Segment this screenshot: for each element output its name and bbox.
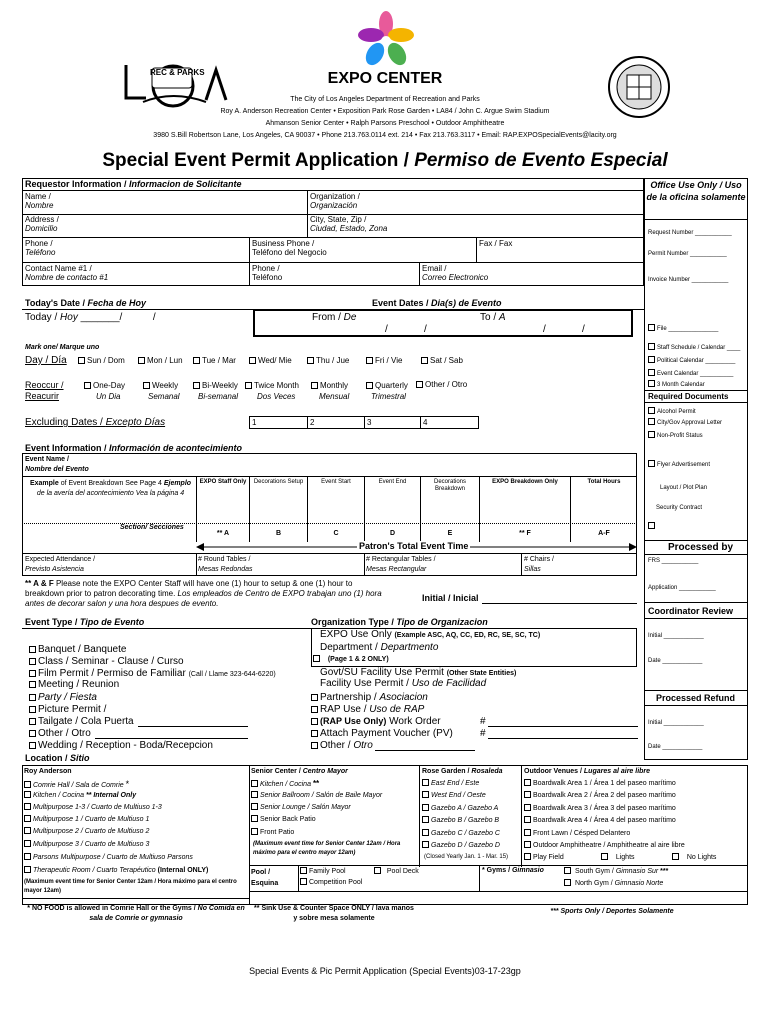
letter-f: ** F [519,530,531,537]
invoice-number: Invoice Number ___________ [648,277,729,283]
loc-front-lawn[interactable]: Front Lawn / Césped Delantero [524,829,630,838]
event-type-heading: Event Type / Tipo de Evento [25,617,145,627]
initial2-field: Initial ____________ [648,720,704,726]
phone2-field[interactable]: Phone / Teléfono [252,264,283,283]
loc-pool-deck[interactable]: Pool Deck [374,867,419,876]
org-field[interactable]: Organization / Organización [310,192,360,211]
ot-attach[interactable]: Attach Payment Voucher (PV) [311,728,453,740]
loc-east-end[interactable]: East End / Este [422,779,479,788]
loc-south-gym[interactable]: South Gym / Gimnasio Sur *** [564,867,668,876]
ot-page-note[interactable]: (Page 1 & 2 ONLY) [313,655,389,664]
day-mon[interactable]: Mon / Lun [138,356,183,365]
letter-c: C [333,530,339,537]
required-docs: Required Documents [648,392,729,401]
section-label: Section/ Secciones [120,524,184,531]
rect-tables-field[interactable]: # Rectangular Tables / Mesas Rectangular [366,556,436,573]
loc-bw1[interactable]: Boardwalk Area 1 / Área 1 del paseo marítimo [524,779,676,788]
round-tables-field[interactable]: # Round Tables / Mesas Redondas [198,556,253,573]
loc-sc-kitchen[interactable]: Kitchen / Cocina ** [251,779,319,789]
flower-logo-icon [355,10,417,72]
email-field[interactable]: Email / Correo Electronico [422,264,489,283]
ot-rap[interactable]: RAP Use / Uso de RAP [311,704,424,716]
extra-check[interactable] [648,522,657,531]
expo-title: EXPO CENTER [327,70,443,87]
et-film[interactable]: Film Permit / Permiso de Familiar (Call / Llame 323-644-6220) [29,668,276,680]
loc-north-gym[interactable]: North Gym / Gimnasio Norte [564,879,663,888]
outdoor-label: Outdoor Venues / Lugares al aire libre [524,768,651,775]
loc-parsons[interactable]: Parsons Multipurpose / Cuarto de Multiuso Parsons [24,853,193,862]
loc-therapeutic[interactable]: Therapeutic Room / Cuarto Terapéutico (Internal ONLY) [24,866,208,875]
et-banquet[interactable]: Banquet / Banquete [29,644,126,656]
breakdown-example: Example of Event Breakdown See Page 4 Ejemplo de la avería del acontecimiento Vea la página 4 [29,480,192,497]
initial-label: Initial / Inicial [422,593,479,603]
rec-twice[interactable]: Twice Month Dos Veces [245,380,299,402]
loc-bw2[interactable]: Boardwalk Area 2 / Área 2 del paseo marítimo [524,791,676,800]
logo-text: REC & PARKS [150,68,205,77]
pv-hash: # [480,728,486,739]
coordinator-review: Coordinator Review [648,606,734,616]
loc-play-field[interactable]: Play Field [524,853,564,862]
staff-schedule-check[interactable]: Staff Schedule / Calendar ____ [648,343,740,352]
roy-label: Roy Anderson [24,768,72,775]
processed-by: Processed by [668,542,734,553]
et-picture[interactable]: Picture Permit / [29,704,106,716]
letter-af: A-F [598,530,610,537]
ot-expo-use: EXPO Use Only (Example ASC, AQ, CC, ED, RC, SE, SC, TC) [320,629,541,640]
file-check[interactable]: File _______________ [648,324,718,333]
header-sub3: Ahmanson Senior Center • Ralph Parsons Preschool • Outdoor Amphitheatre [265,120,505,127]
loc-gazebo-d[interactable]: Gazebo D / Gazebo D [422,841,500,850]
attendance-field[interactable]: Expected Attendance / Previsto Asistencia [25,556,96,573]
date-field: Date ____________ [648,658,703,664]
day-tue[interactable]: Tue / Mar [193,356,236,365]
footer-text: Special Events & Pic Permit Application (Special Events)03-17-23gp [249,966,521,976]
rec-quarterly[interactable]: Quarterly Trimestral [366,380,408,402]
name-field[interactable]: Name / Nombre [25,192,54,211]
contact-field[interactable]: Contact Name #1 / Nombre de contacto #1 [25,264,109,283]
ex-cell-3: 3 [367,418,372,427]
loc-gazebo-a[interactable]: Gazebo A / Gazebo A [422,804,498,813]
event-dates-label: Event Dates / Dia(s) de Evento [372,298,502,308]
processed-refund: Processed Refund [656,693,736,703]
ex-cell-4: 4 [423,418,428,427]
rose-label: Rose Garden / Rosaleda [422,768,503,775]
loc-mp1[interactable]: Multipurpose 1 / Cuarto de Multiuso 1 [24,815,149,824]
loc-mp2[interactable]: Multipurpose 2 / Cuarto de Multiuso 2 [24,827,149,836]
loc-family-pool[interactable]: Family Pool [300,867,346,876]
rec-oneday[interactable]: One-Day Un Dia [84,380,125,402]
from-slash2: / [424,324,427,335]
city-gov-check[interactable]: City/Gov Approval Letter [648,418,722,427]
loc-competition-pool[interactable]: Competition Pool [300,878,362,887]
three-month-check[interactable]: 3 Month Calendar [648,380,705,389]
mark-one: Mark one/ Marque uno [25,344,100,351]
loc-kitchen[interactable]: Kitchen / Cocina ** Internal Only [24,791,136,800]
col-event-end: Event End [378,479,407,485]
to-slash2: / [582,324,585,335]
location-heading: Location / Sitio [25,753,90,763]
loc-mp3[interactable]: Multipurpose 3 / Cuarto de Multiuso 3 [24,840,149,849]
political-check[interactable]: Political Calendar _________ [648,356,735,365]
loc-ballroom[interactable]: Senior Ballroom / Salón de Baile Mayor [251,791,382,800]
rose-closed: (Closed Yearly Jan. 1 - Mar. 15) [424,854,509,860]
security-label: Security Contract [656,505,703,511]
ot-department: Department / Departmento [320,642,439,653]
initial-field: Initial ____________ [648,633,704,639]
day-thu[interactable]: Thu / Jue [307,356,349,365]
ex-cell-2: 2 [310,418,315,427]
day-wed[interactable]: Wed/ Mie [249,356,292,365]
et-other[interactable]: Other / Otro [29,728,91,740]
page-title: Special Event Permit Application / Permiso de Evento Especial [102,150,668,171]
day-label: Day / Día [25,355,67,366]
col-total-hours: Total Hours [587,479,621,485]
date2-field: Date ____________ [648,744,703,750]
no-food-note: * NO FOOD is allowed in Comrie Hall or the Gyms / No Comida en sala de Comrie or gymnasio [27,905,245,922]
col-decorations-setup: Decorations Setup [253,479,304,485]
col-event-start: Event Start [321,479,351,485]
loc-lounge[interactable]: Senior Lounge / Salón Mayor [251,803,351,812]
rec-biweekly[interactable]: Bi-Weekly Bi-semanal [193,380,238,402]
roy-max-note: (Maximum event time for Senior Center 12am / Hora máximo para el centro mayor 12am) [24,879,237,894]
loc-bw3[interactable]: Boardwalk Area 3 / Área 3 del paseo marítimo [524,804,676,813]
af-note: ** A & F Please note the EXPO Center Staff will have one (1) hour to setup & one (1) hour to breakdown prior to patron decorating time. Los empleados de Centro de EXPO trabajan uno (1) hora antes de decorar salon y una hora despues de evento. [25,579,382,608]
et-meeting[interactable]: Meeting / Reunion [29,679,119,691]
to-slash1: / [543,324,546,335]
senior-label: Senior Center / Centro Mayor [251,768,348,775]
loc-lights[interactable]: Lights [601,853,635,862]
ot-other[interactable]: Other / Otro [311,740,373,752]
business-phone-field[interactable]: Business Phone / Teléfono del Negocio [252,239,327,258]
header-sub1: The City of Los Angeles Department of Recreation and Parks [290,96,480,103]
col-expo-breakdown: EXPO Breakdown Only [492,479,558,485]
letter-e: E [447,530,453,537]
loc-amphitheatre[interactable]: Outdoor Amphitheatre / Amphitheatre al aire libre [524,841,685,850]
event-dates-box[interactable] [253,309,633,337]
senior-max-note: (Maximum event time for Senior Center 12am / Hora máximo para el centro mayor 12am) [253,841,401,856]
today-label: Today's Date / Fecha de Hoy [25,298,147,308]
col-decorations-breakdown: Decorations Breakdown [433,479,466,492]
from-label: From / De [312,312,357,323]
header-sub4: 3980 S.Bill Robertson Lane, Los Angeles, CA 90037 • Phone 213.763.0114 ext. 214 • Fax 213.763.3117 • Email: RAP.EXPOSpecialEvents@lacity.org [153,132,617,139]
application-field: Application ___________ [648,585,716,591]
chairs-field[interactable]: # Chairs / Sillas [524,556,554,573]
col-expo-staff: EXPO Staff Only [199,479,247,485]
layout-label: Layout / Plot Plan [660,485,708,491]
from-slash1: / [385,324,388,335]
loc-gazebo-c[interactable]: Gazebo C / Gazebo C [422,829,500,838]
gyms-label: * Gyms / Gimnasio [482,867,544,874]
flyer-check[interactable]: Flyer Advertisement [648,460,710,469]
et-wedding[interactable]: Wedding / Reception - Boda/Recepcion [29,740,213,752]
ot-facility: Facility Use Permit / Uso de Facilidad [320,678,487,689]
pool-label: Pool / Esquina [251,869,279,887]
address-field[interactable]: Address / Domicilio [25,215,59,234]
loc-back-patio[interactable]: Senior Back Patio [251,815,316,824]
loc-no-lights[interactable]: No Lights [672,853,716,862]
today-field[interactable]: Today / Hoy _______/ / [25,312,156,323]
phone-field[interactable]: Phone / Teléfono [25,239,56,258]
event-calendar-check[interactable]: Event Calendar __________ [648,369,733,378]
office-title: Office Use Only / Uso de la oficina solamente [646,180,746,202]
ot-partnership[interactable]: Partnership / Asociacion [311,692,428,704]
rec-other[interactable]: Other / Otro [416,380,467,389]
loc-front-patio[interactable]: Front Patio [251,828,294,837]
loc-west-end[interactable]: West End / Oeste [422,791,486,800]
letter-a: ** A [216,530,230,537]
org-type-heading: Organization Type / Tipo de Organizacion [311,617,488,627]
city-field[interactable]: City, State, Zip / Ciudad, Estado, Zona [310,215,388,234]
patrons-total: Patron's Total Event Time [359,541,469,551]
work-order-hash: # [480,716,486,727]
day-sun[interactable]: Sun / Dom [78,356,125,365]
fax-field[interactable]: Fax / Fax [479,239,513,248]
ot-work-order[interactable]: (RAP Use Only) Work Order [311,716,441,728]
rec-weekly[interactable]: Weekly Semanal [143,380,180,402]
day-sat[interactable]: Sat / Sab [421,356,463,365]
loc-comrie[interactable]: Comrie Hall / Sala de Comrie * [24,779,129,790]
header-sub2: Roy A. Anderson Recreation Center • Exposition Park Rose Garden • LA84 / John C. Argue Swim Stadium [220,108,550,115]
sports-note: *** Sports Only / Deportes Solamente [550,908,674,915]
event-name-field[interactable]: Event Name / Nombre del Evento [25,456,89,473]
permit-number: Permit Number ___________ [648,251,727,257]
requestor-heading: Requestor Information / Informacion de Solicitante [25,179,242,189]
et-tailgate[interactable]: Tailgate / Cola Puerta [29,716,134,728]
et-class[interactable]: Class / Seminar - Clause / Curso [29,656,184,668]
letter-b: B [275,530,282,537]
letter-d: D [389,530,396,537]
loc-bw4[interactable]: Boardwalk Area 4 / Área 4 del paseo marítimo [524,816,676,825]
day-fri[interactable]: Fri / Vie [366,356,402,365]
office-use-panel [644,178,748,760]
alcohol-check[interactable]: Alcohol Permit [648,407,696,416]
reoccur-label: Reoccur / Reacurir [25,380,64,401]
excluding-label: Excluding Dates / Excepto Días [25,417,166,428]
loc-mp13[interactable]: Multipurpose 1-3 / Cuarto de Multiuso 1-3 [24,803,162,812]
ot-govt[interactable]: Govt/SU Facility Use Permit (Other State Entities) [320,667,517,678]
et-party[interactable]: Party / Fiesta [29,692,97,704]
nonprofit-check[interactable]: Non-Profit Status [648,431,703,440]
loc-gazebo-b[interactable]: Gazebo B / Gazebo B [422,816,499,825]
frs-field: FRS ___________ [648,558,699,564]
request-number: Request Number ___________ [648,230,732,236]
sink-note: ** Sink Use & Counter Space ONLY / lava manos y sobre mesa solamente [254,905,414,922]
ex-cell-1: 1 [252,418,257,427]
rec-monthly[interactable]: Monthly Mensual [311,380,349,402]
event-info-heading: Event Information / Información de acontecimiento [25,443,243,453]
to-label: To / A [480,312,506,323]
